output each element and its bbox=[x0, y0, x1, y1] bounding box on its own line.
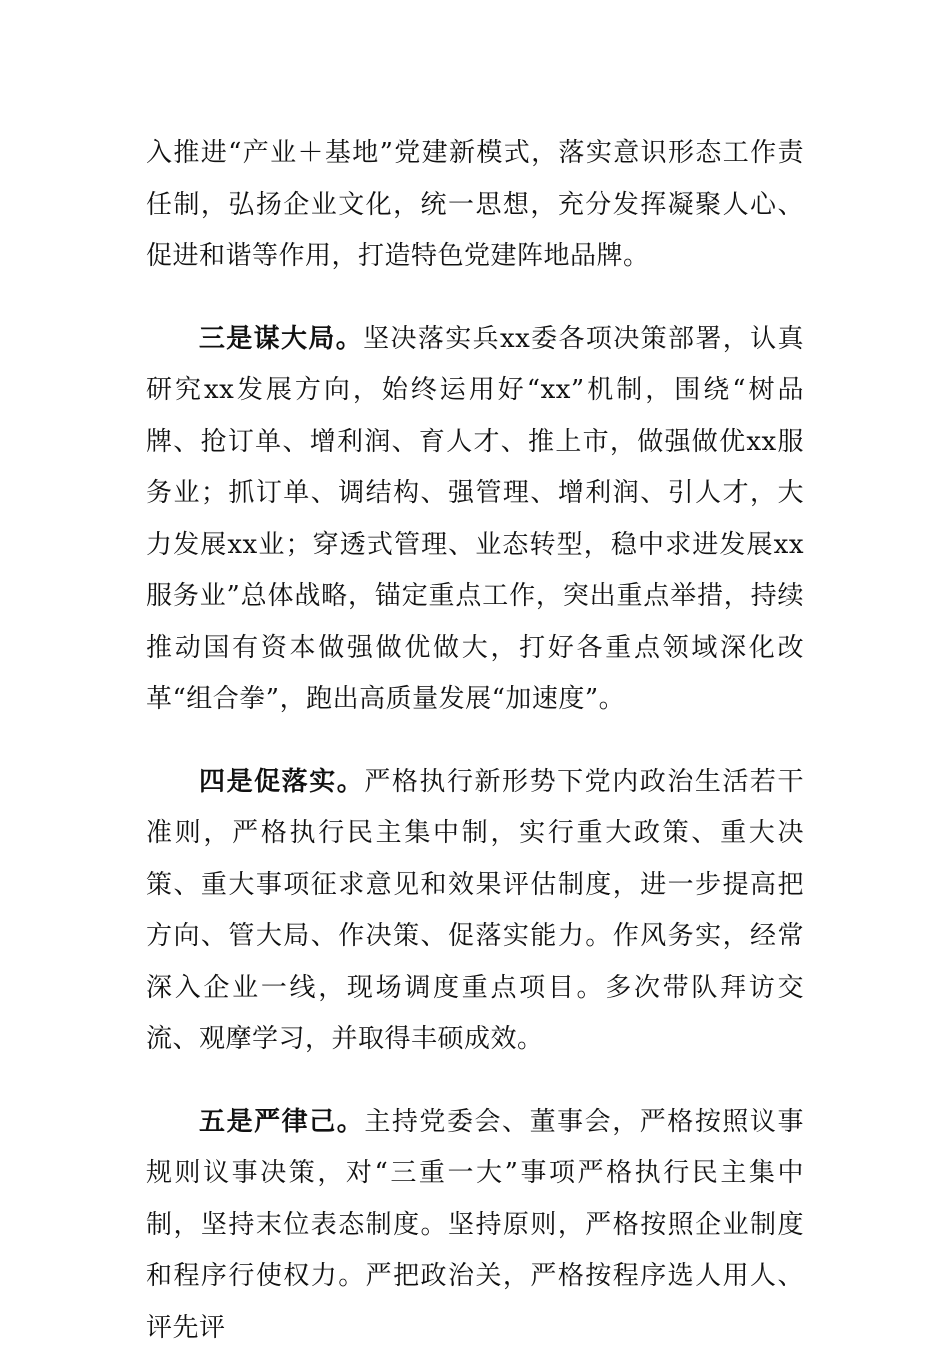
paragraph-promote-implementation bbox=[146, 757, 804, 1066]
paragraph-text: 严格执行新形势下党内政治生活若干准则，严格执行民主集中制，实行重大政策、重大决策、重大事项征求意见和效果评估制度，进一步提高把方向、管大局、作决策、促落实能力。作风务实，经常深入企业一线，现场调度重点项目。多次带队拜访交流、观摩学习，并取得丰硕成效。 bbox=[146, 767, 804, 1055]
paragraph-text: 主持党委会、董事会，严格按照议事规则议事决策，对“三重一大”事项严格执行民主集中制，坚持末位表态制度。坚持原则，严格按照企业制度和程序行使权力。严把政治关，严格按程序选人用人、评先评 bbox=[146, 1107, 804, 1343]
paragraph-lead: 五是严律己。 bbox=[198, 1107, 364, 1137]
paragraph-lead: 四是促落实。 bbox=[198, 767, 364, 797]
paragraph-text: 入推进“产业＋基地”党建新模式，落实意识形态工作责任制，弘扬企业文化，统一思想，充分发挥凝聚人心、促进和谐等作用，打造特色党建阵地品牌。 bbox=[146, 138, 804, 271]
paragraph-self-discipline bbox=[146, 1097, 804, 1354]
document-page bbox=[146, 128, 804, 1354]
paragraph-lead: 三是谋大局。 bbox=[198, 324, 363, 354]
paragraph-plan-overall bbox=[146, 314, 804, 726]
paragraph-text: 坚决落实兵xx委各项决策部署，认真研究xx发展方向，始终运用好“xx”机制，围绕“树品牌、抢订单、增利润、育人才、推上市，做强做优xx服务业；抓订单、调结构、强管理、增利润、引人才，大力发展xx业；穿透式管理、业态转型，稳中求进发展xx服务业”总体战略，锚定重点工作，突出重点举措，持续推动国有资本做强做优做大，打好各重点领域深化改革“组合拳”，跑出高质量发展“加速度”。 bbox=[146, 324, 804, 715]
paragraph-continuation bbox=[146, 128, 804, 283]
